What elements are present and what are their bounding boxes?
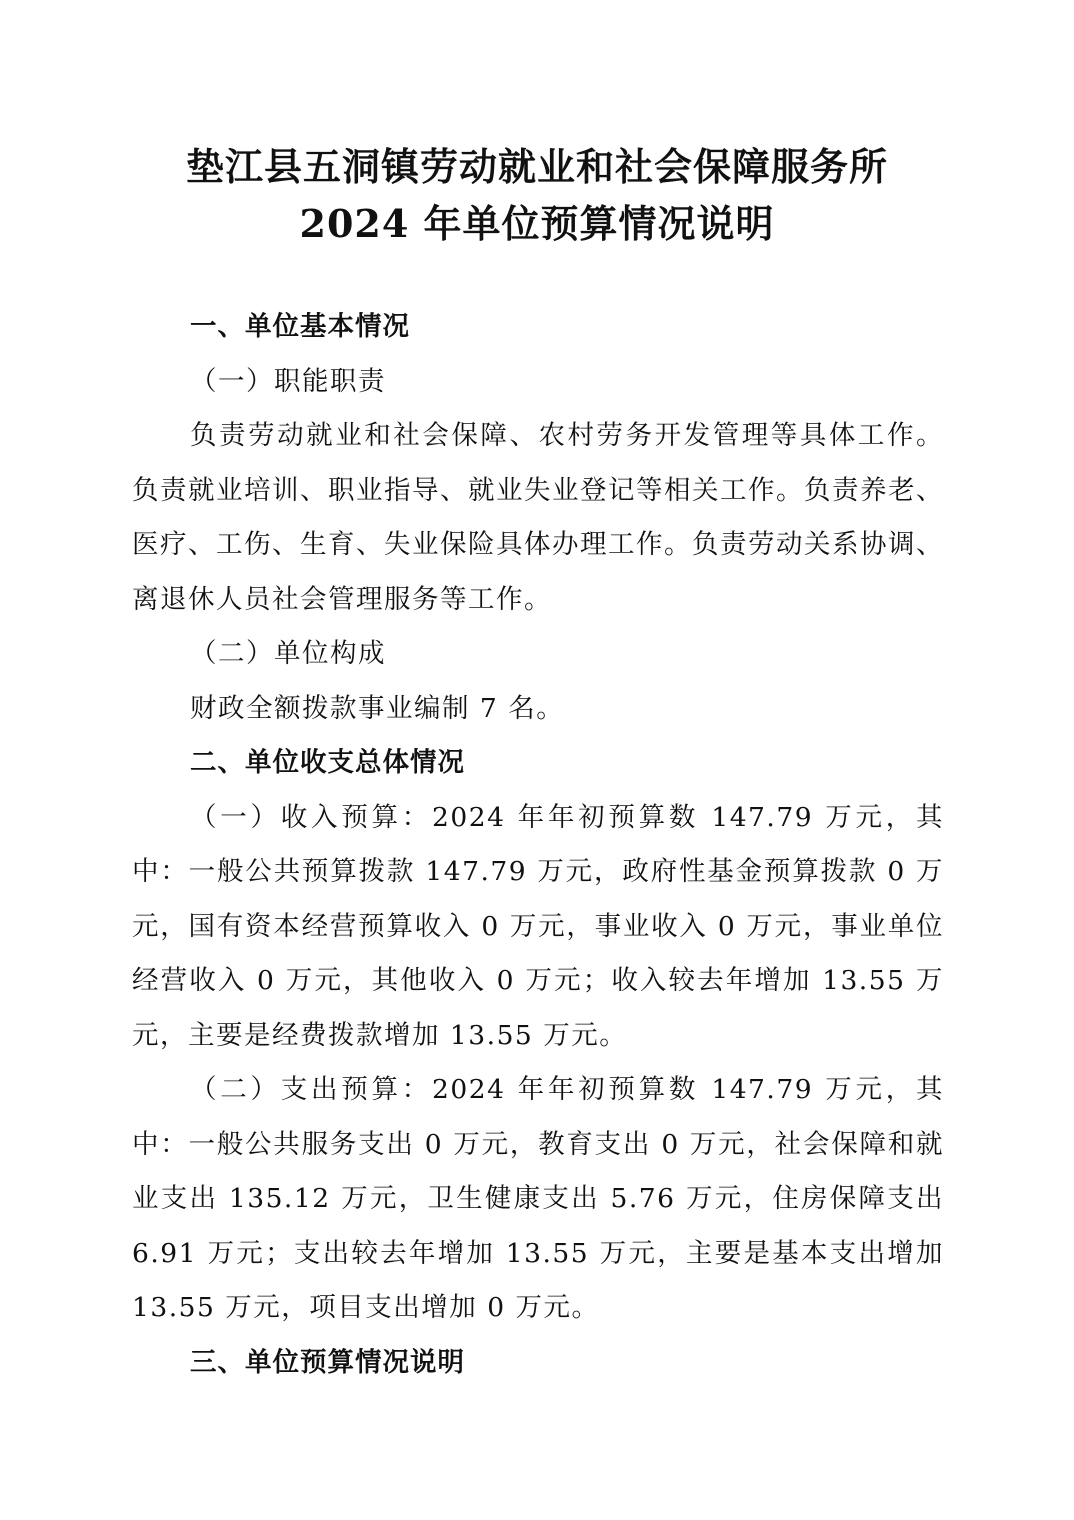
section1-subheading-duties: （一）职能职责 xyxy=(190,365,386,397)
section2-heading: 二、单位收支总体情况 xyxy=(190,747,465,778)
section3-heading: 三、单位预算情况说明 xyxy=(190,1346,465,1378)
document-body xyxy=(132,300,944,1390)
section2-income-paragraph: （一）收入预算：2024 年年初预算数 147.79 万元，其中：一般公共预算拨款 147.79 万元，政府性基金预算拨款 0 万元，国有资本经营预算收入 0 万元，事业收入 0 万元，事业单位经营收入 0 万元，其他收入 0 万元；收入较去年增加 13.55 万元，主要是经费拨款增加 13.55 万元。 xyxy=(132,801,944,1051)
section1-composition-paragraph: 财政全额拨款事业编制 7 名。 xyxy=(190,692,565,724)
section2-expenditure-paragraph: （二）支出预算：2024 年年初预算数 147.79 万元，其中：一般公共服务支出 0 万元，教育支出 0 万元，社会保障和就业支出 135.12 万元，卫生健康支出 5.76 万元，住房保障支出 6.91 万元；支出较去年增加 13.55 万元，主要是基本支出增加 13.55 万元，项目支出增加 0 万元。 xyxy=(132,1074,944,1323)
section1-duties-paragraph: 负责劳动就业和社会保障、农村劳务开发管理等具体工作。负责就业培训、职业指导、就业失业登记等相关工作。负责养老、医疗、工伤、生育、失业保险具体办理工作。负责劳动关系协调、离退休人员社会管理服务等工作。 xyxy=(132,420,944,615)
document-title-line1: 垫江县五洞镇劳动就业和社会保障服务所 xyxy=(185,144,888,189)
document-title-line2: 2024 年单位预算情况说明 xyxy=(299,201,775,246)
section1-heading: 一、单位基本情况 xyxy=(190,311,410,342)
section1-subheading-composition: （二）单位构成 xyxy=(190,638,386,669)
